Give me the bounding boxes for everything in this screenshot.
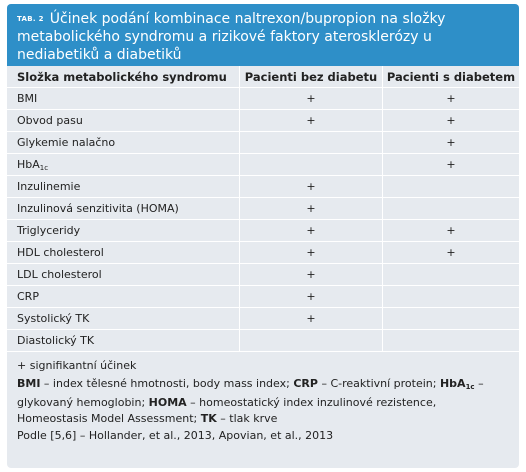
column-header-no-diabetes: Pacienti bez diabetu [240,66,383,88]
table-row [7,154,519,176]
table-row [7,176,519,198]
cell-diabetes [383,330,520,352]
cell-no-diabetes [240,132,383,154]
row-label: HbA$_{1c}$ [7,154,240,176]
table-row [7,330,519,352]
cell-no-diabetes: + [240,110,383,132]
row-label: Systolický TK [7,308,240,330]
table-row [7,88,519,110]
table-title-text: Účinek podání kombinace naltrexon/bupropion na složky metabolického syndromu a rizikové faktory aterosklerózy u nediabetiků a diabetiků [17,11,446,63]
row-label: Diastolický TK [7,330,240,352]
row-label: Obvod pasu [7,110,240,132]
source-note: Podle [5,6] – Hollander, et al., 2013, Apovian, et al., 2013 [17,429,334,442]
column-header-diabetes: Pacienti s diabetem [383,66,520,88]
cell-no-diabetes: + [240,220,383,242]
table-row [7,242,519,264]
row-label: Inzulinová senzitivita (HOMA) [7,198,240,220]
cell-no-diabetes: + [240,176,383,198]
cell-diabetes [383,308,520,330]
cell-no-diabetes: + [240,198,383,220]
table-row [7,286,519,308]
cell-diabetes: + [383,110,520,132]
cell-diabetes [383,176,520,198]
cell-diabetes [383,264,520,286]
cell-no-diabetes: + [240,264,383,286]
table-panel [7,4,519,468]
cell-diabetes: + [383,242,520,264]
table-title [17,10,509,64]
cell-no-diabetes: + [240,286,383,308]
table-row [7,264,519,286]
table-row [7,132,519,154]
cell-diabetes: + [383,132,520,154]
cell-diabetes [383,198,520,220]
row-label: HDL cholesterol [7,242,240,264]
cell-diabetes [383,286,520,308]
table-tab-label: TAB. 2 [17,15,44,23]
cell-no-diabetes: + [240,242,383,264]
cell-diabetes: + [383,220,520,242]
table-row [7,198,519,220]
table-row [7,110,519,132]
row-label: Inzulinemie [7,176,240,198]
cell-no-diabetes [240,154,383,176]
row-label: Glykemie nalačno [7,132,240,154]
cell-no-diabetes: + [240,88,383,110]
cell-no-diabetes: + [240,308,383,330]
table-row [7,220,519,242]
legend-note: + signifikantní účinek [17,359,137,372]
table-notes [7,352,519,444]
row-label: BMI [7,88,240,110]
row-label: CRP [7,286,240,308]
cell-diabetes: + [383,88,520,110]
table-row [7,308,519,330]
table-header-row [7,66,519,88]
cell-diabetes: + [383,154,520,176]
abbreviations-note: BMI – index tělesné hmotnosti, body mass index; CRP – C-reaktivní protein; HbA$_{1c}$ – glykovaný hemoglobin; HOMA – homeostatický index inzulinové rezistence, Homeostasis Model Assessment; TK – tlak krve [17,376,484,425]
column-header-component: Složka metabolického syndromu [7,66,240,88]
cell-no-diabetes [240,330,383,352]
row-label: Triglyceridy [7,220,240,242]
effects-table [7,66,519,352]
table-header [7,4,519,66]
row-label: LDL cholesterol [7,264,240,286]
